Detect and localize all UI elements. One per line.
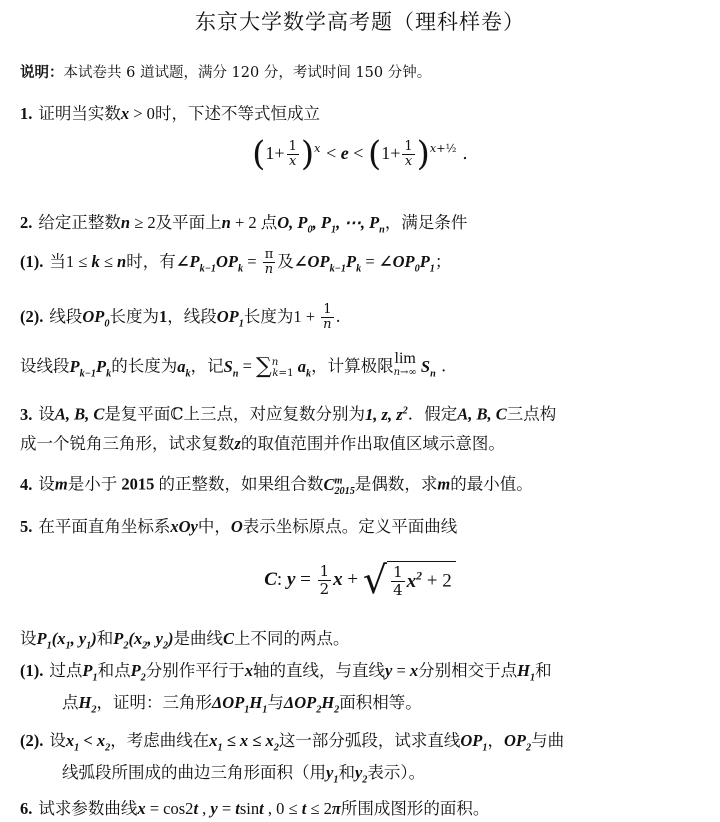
problem-1-formula: (1+ $\frac{1}{x}$ )$^x$ < e < (1+ $\frac{1}{x}$ )$^{x+\frac{1}{2}}$ .	[252, 134, 468, 174]
problem-5-part-1-line-1: (1). 过点$P_1$和点$P_2$分别作平行于x轴的直线，与直线y = x分别相交于点$H_1$和	[20, 661, 552, 684]
problem-5-given: 设$P_1(x_1$, $y_1$)和$P_2(x_2$, $y_2$)是曲线C上不同的两点。	[20, 629, 350, 652]
problem-5-statement: 5. 在平面直角坐标系xOy中，O表示坐标原点。定义平面曲线	[20, 517, 458, 536]
problem-3-line-2: 成一个锐角三角形，试求复数z的取值范围并作出取值区域示意图。	[20, 434, 505, 453]
problem-5-part-1-line-2: 点$H_2$，证明：三角形$\Delta OP_1H_1$与$\Delta OP_2H_2$面积相等。	[62, 693, 422, 716]
problem-5-part-2-line-2: 线弧段所围成的曲边三角形面积（用$y_1$和$y_2$表示）。	[62, 763, 426, 786]
problem-number: 1.	[20, 104, 33, 123]
note-text: 本试卷共 6 道试题，满分 120 分，考试时间 150 分钟。	[63, 65, 432, 81]
problem-2-part-1: (1). 当1 ≤ k ≤ n时，有$\angle P_{k-1}OP_k$ = $\frac{\pi}{n}$ 及$\angle OP_{k-1}P_k$ = $\angle OP_0P_1$；	[20, 247, 452, 277]
problem-5-part-2-line-1: (2). 设$x_1 < x_2$，考虑曲线在$x_1 \le x \le x_2$这一部分弧段，试求直线$OP_1$，$OP_2$与曲	[20, 731, 565, 754]
exam-note	[20, 62, 431, 84]
problem-1-statement: 1. 证明当实数x > 0时，下述不等式恒成立	[20, 104, 320, 123]
problem-2-question: 设线段$P_{k-1}P_k$的长度为$a_k$，记$S_n = \sum^n_{k=1}$ $a_k$，计算极限 lim n→∞ $S_n$ .	[20, 350, 447, 379]
problem-2-part-2: (2). 线段$OP_0$长度为1，线段$OP_1$长度为1 + $\frac{1}{n}$ .	[20, 302, 341, 332]
problem-2-statement: 2. 给定正整数n ≥ 2及平面上n + 2 点O, $P_0$, $P_1$, ⋯, $P_n$，满足条件	[20, 213, 468, 236]
problem-4-statement: 4. 设m是小于 2015 的正整数，如果组合数$C^m_{2015}$是偶数，求m的最小值。	[20, 474, 533, 497]
note-label: 说明：	[20, 65, 64, 81]
problem-5-formula: C: y = $\frac{1}{2}$ x + √ $\frac{1}{4}$ $x^2 + 2$	[0, 558, 720, 602]
problem-6-statement: 6. 试求参数曲线x = cos2t , y = tsint , 0 ≤ t ≤ 2π所围成图形的面积。	[20, 799, 490, 818]
problem-3-line-1: 3. 设A, B, C是复平面ℂ上三点，对应复数分别为1, z, $z^2$．假定A, B, C三点构	[20, 404, 557, 424]
page-title: 东京大学数学高考题（理科样卷）	[195, 10, 525, 34]
